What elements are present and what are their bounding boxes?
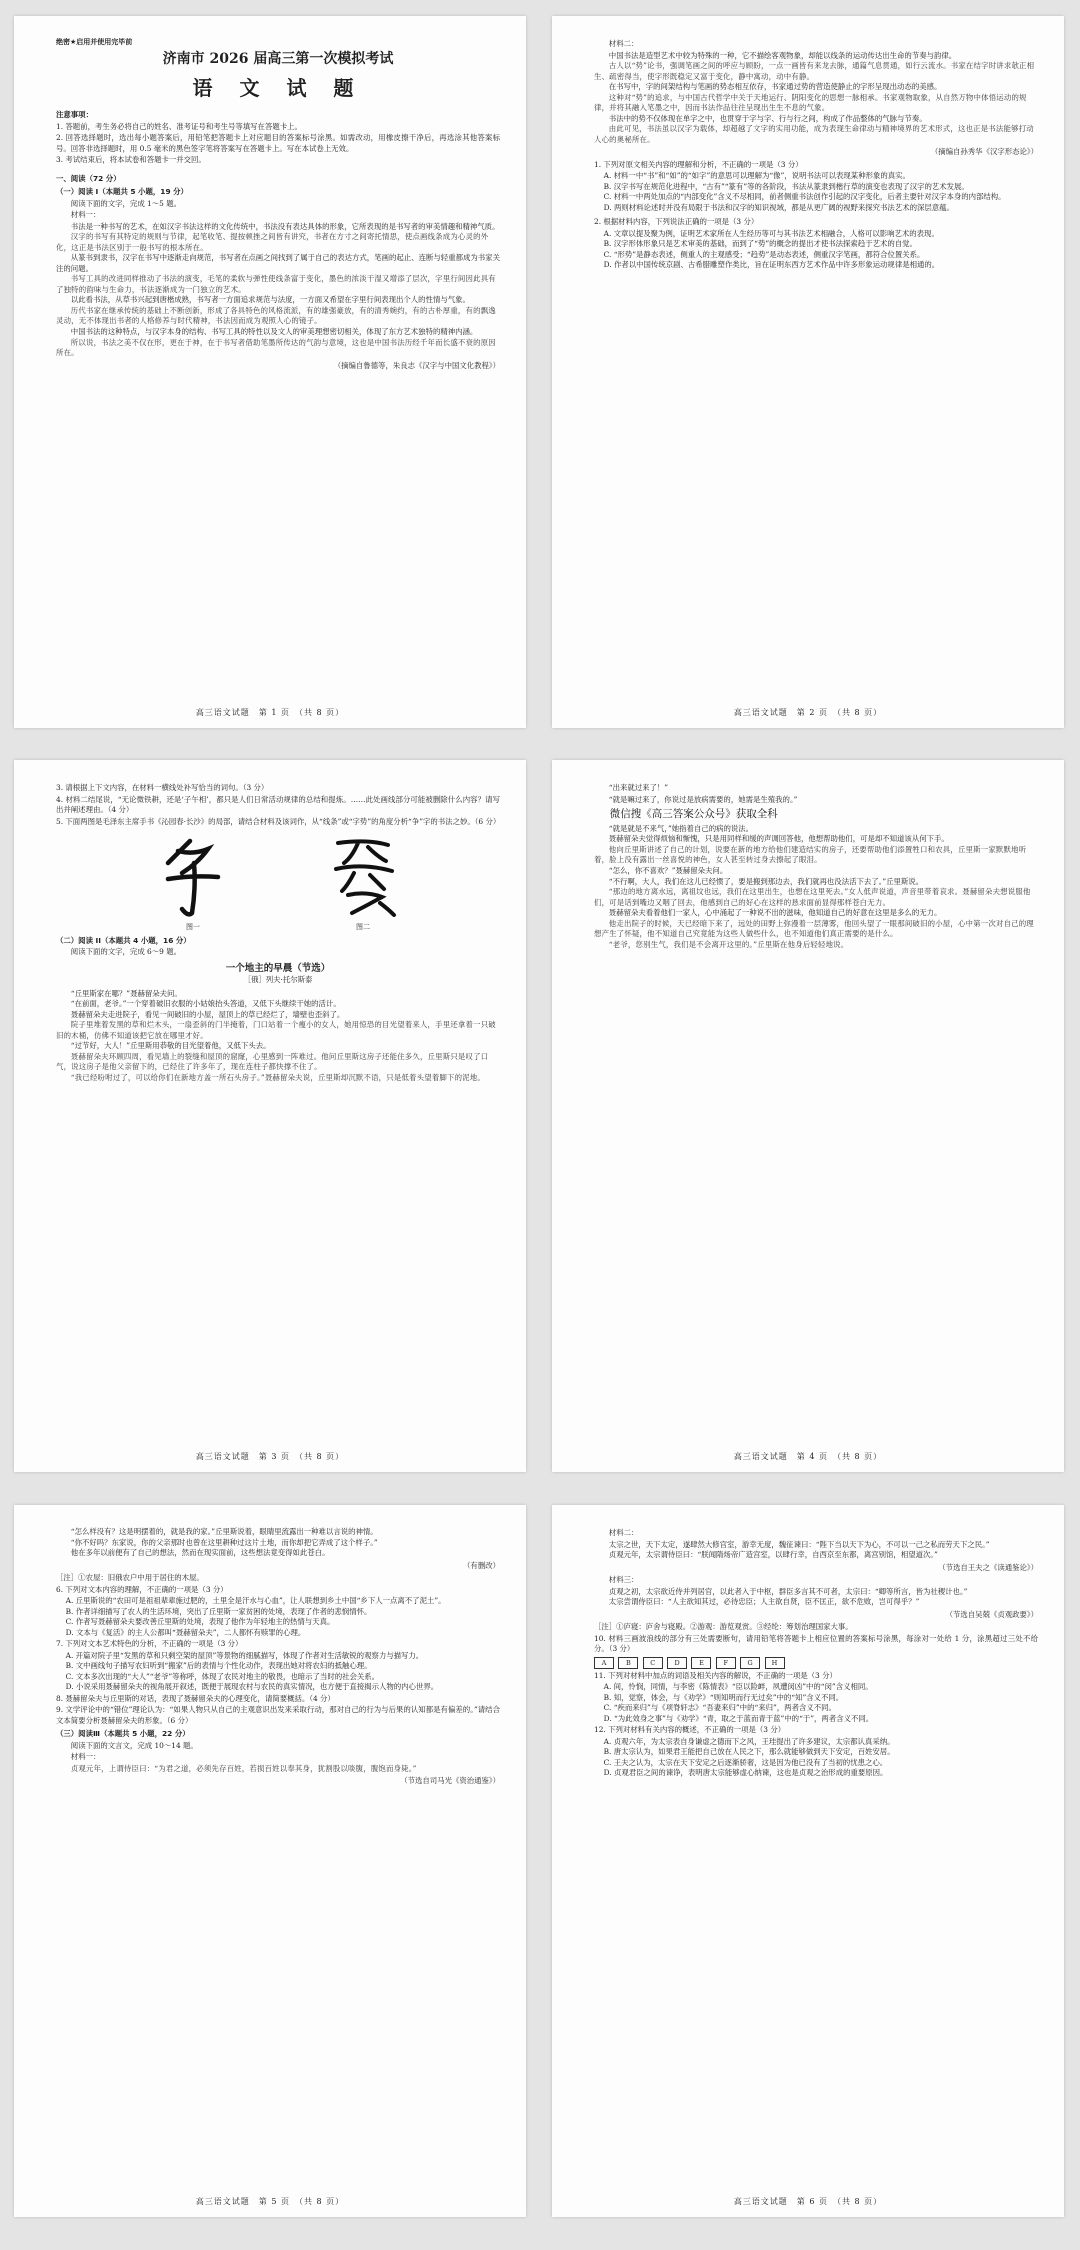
option: A. 文章以提及聚为例，证明艺术家所在人生经历等可与其书法艺术相融合，人格可以影响艺术的表现。 xyxy=(603,228,939,238)
calligraphy-figure-1 xyxy=(138,833,248,919)
material-label: 材料三： xyxy=(608,1575,639,1585)
instruction: 阅读下面的文字，完成 6～9 题。 xyxy=(70,947,181,957)
option: C. 文本多次出现的“大人”“老爷”等称呼，体现了农民对地主的敬畏，也暗示了当时的社会关系。 xyxy=(65,1671,380,1681)
notice-item: 3. 考试结束后，将本试卷和答题卡一并交回。 xyxy=(56,155,206,165)
paragraph: 聂赫留朵夫看着他们一家人，心中涌起了一种说不出的滋味，他知道自己的好意在这里是多么的无力。 xyxy=(608,908,942,918)
paragraph-continuation: 聂赫留朵夫环顾四周，看见墙上的裂缝和屋顶的窟窿，心里感到一阵难过。他问丘里斯这房子还能住多久，丘里斯只是叹了口气，说这房子是他父亲留下的，已经住了许多年了，现在连柱子都快撑不住了。 xyxy=(56,1051,489,1072)
source-note: （有删改） xyxy=(463,1560,500,1570)
question-1: 1. 下列对原文相关内容的理解和分析，不正确的一项是（3 分） xyxy=(594,159,803,169)
paragraph: 聂赫留朵夫走进院子，看见一间破旧的小屋，屋顶上的草已经烂了，墙壁也歪斜了。 xyxy=(70,1009,345,1019)
option: B. 知，觉察，体会，与《劝学》“则知明而行无过矣”中的“知”含义不同。 xyxy=(603,1692,844,1702)
question-4: 4. 材料二结尾说，“无论微铁耕，还是‘子午相’，都只是人们日常活动规律的总结和提炼。……此处画线部分可能被删除什么内容？请写出并阐述理由。（4 分） xyxy=(56,794,500,815)
paragraph: “怎么，你不喜欢？”聂赫留朵夫问。 xyxy=(608,866,728,875)
exam-page-1 xyxy=(14,16,526,728)
paragraph: “在前面，老爷。”一个穿着破旧衣服的小姑娘抬头答道，又低下头继续干她的活计。 xyxy=(70,999,341,1009)
option: A. 开篇对院子里“发黑的草和只剩空架的屋顶”等景物的细腻描写，体现了作者对生活敏锐的观察力与描写力。 xyxy=(65,1650,424,1660)
source-note: （摘编自鲁德等，朱良志《汉字与中国文化教程》） xyxy=(333,360,500,370)
paragraph: 书法中的势不仅体现在单字之中，也贯穿于字与字、行与行之间，构成了作品整体的气脉与节奏。 xyxy=(608,113,927,123)
question-6: 6. 下列对文本内容的理解，不正确的一项是（3 分） xyxy=(56,1584,228,1594)
option: A. 贞观六年，为太宗表自身谦虚之德而下之风，王珪提出了许多建议，太宗都认真采纳。 xyxy=(603,1736,895,1746)
paragraph: 中国书法是造型艺术中较为特殊的一种，它不描绘客观物象，却能以线条的运动传达出生命的节奏与韵律。 xyxy=(608,50,957,60)
classical-text: 贞观元年，上谓侍臣曰：“为君之道，必须先存百姓，若损百姓以奉其身，犹割股以啖腹，腹饱而身毙。” xyxy=(70,1763,417,1773)
option: A. 间，怜悯，同情，与李密《陈情表》“臣以险衅，夙遭闵凶”中的“闵”含义相同。 xyxy=(603,1682,873,1692)
section-heading: 一、阅读（72 分） xyxy=(56,173,121,183)
classical-text: 太宗尝谓侍臣曰：“人主欲知其过，必待忠臣；人主欲自贤，臣不匡正，欲不危败，岂可得乎？” xyxy=(608,1597,920,1607)
page-footer: 高三语文试题 第 2 页 （共 8 页） xyxy=(733,707,883,717)
paragraph-continuation: 这种对“势”的追求，与中国古代哲学中关于天地运行、阴阳变化的思想一脉相承。书家观物取象，从自然万物中体悟运动的规律，并将其融入笔墨之中，因而书法作品往往呈现出生生不息的气象。 xyxy=(594,92,1027,113)
paragraph: 中国书法的这种特点，与汉字本身的结构、书写工具的特性以及文人的审美理想密切相关，体现了东方艺术独特的精神内涵。 xyxy=(70,327,478,336)
answer-box[interactable]: B xyxy=(618,1657,638,1669)
paragraph: 聂赫留朵夫觉得烦恼和惭愧，只是用同样和缓的声调回答他，他想帮助他们，可是却不知道该从何下手。 xyxy=(608,834,949,844)
source-note: （节选自王夫之《读通鉴论》） xyxy=(938,1562,1038,1572)
option: B. 作者详细描写了农人的生活环境，突出了丘里斯一家贫困的处境，表现了作者的悲悯情怀。 xyxy=(65,1606,372,1616)
question-7: 7. 下列对文本艺术特色的分析，不正确的一项是（3 分） xyxy=(56,1639,243,1649)
option: D. “为此效身之事”与《劝学》“青，取之于蓝而青于蓝”中的“于”，两者含义不同。 xyxy=(603,1713,874,1723)
paragraph: 以此看书法，从草书兴起到唐楷成熟，书写者一方面追求规范与法度，一方面又希望在字里行间表现出个人的性情与气象。 xyxy=(70,295,470,305)
option: D. 贞观君臣之间的谏诤，表明唐太宗能够虚心纳谏，这也是贞观之治形成的重要原因。 xyxy=(603,1768,888,1778)
paragraph-continuation: 汉字的书写有其特定的规则与节律，起笔收笔、提按顿挫之间皆有讲究，书者在方寸之间寄托情思，使点画线条成为心灵的外化，这正是书法区别于一般书写的根本所在。 xyxy=(56,232,489,252)
option: D. 两则材料论述时并没有局限于书法和汉字的知识视域，都是从更广阔的视野来探究书法艺术的深层意蕴。 xyxy=(603,202,954,212)
material-label: 材料二： xyxy=(608,39,639,48)
paragraph-continuation: 所以说，书法之美不仅在形，更在于神，在于书写者借助笔墨所传达的气韵与意境，这也是中国书法历经千年而长盛不衰的原因所在。 xyxy=(56,337,496,358)
option: B. 汉字形体形象只是艺术审美的基础，而到了“势”的概念的提出才使书法探索趋于艺术的自觉。 xyxy=(603,239,917,249)
footnote: ［注］①农屋：旧俄农户中用于居住的木屋。 xyxy=(56,1573,204,1583)
paragraph: 他在多年以前便有了自己的想法，然而在现实面前，这些想法竟变得如此苍白。 xyxy=(70,1548,330,1558)
exam-page-4 xyxy=(552,760,1064,1472)
question-11: 11. 下列对材料中加点的词语及相关内容的解说，不正确的一项是（3 分） xyxy=(594,1670,837,1680)
classical-text: 太宗之世，天下太定，遂肆然大修宫室，游幸无度，魏征谏曰：“陛下当以天下为心，不可以一己之私而劳天下之民。” xyxy=(608,1539,990,1549)
answer-box[interactable]: F xyxy=(716,1657,736,1669)
subject-title: 语 文 试 题 xyxy=(192,75,364,100)
paragraph-continuation: “老爷，您别生气，我们是不会离开这里的。”丘里斯在他身后轻轻地说。 xyxy=(608,939,849,949)
notice-item: 2. 回答选择题时，选出每小题答案后，用铅笔把答题卡上对应题目的答案标号涂黑。如需改动，用橡皮擦干净后，再选涂其他答案标号。回答非选择题时，用 0.5 毫米的黑色签字笔将答案写在答题卡上。写在本试卷上无效。 xyxy=(56,133,500,153)
paragraph-continuation: 书写工具的改进同样推动了书法的演变，毛笔的柔软与弹性使线条富于变化，墨色的浓淡干湿又增添了层次，字里行间因此具有了独特的韵味与生命力，书法逐渐成为一门独立的艺术。 xyxy=(56,274,496,294)
question-9: 9. 文学评论中的“错位”理论认为：“如果人物只从自己的主观意识出发来采取行动，那对自己的行为与后果的认知都是有偏差的。”请结合文本简要分析聂赫留朵夫的形象。（6 分） xyxy=(56,1705,500,1725)
material-label: 材料二： xyxy=(608,1528,639,1537)
answer-box[interactable]: C xyxy=(643,1657,663,1669)
source-note: （摘编自孙秀华《汉字形态论》） xyxy=(930,147,1038,157)
option: B. 唐太宗认为，如果君王能把自己放在人民之下，那么就能够做到天下安定，百姓安居。 xyxy=(603,1747,895,1757)
classical-text: 贞观元年，太宗谓侍臣曰：“朕闻隋炀帝广造宫室，以肆行幸，自西京至东都，离宫别馆，相望道次。” xyxy=(608,1550,938,1560)
instruction: 阅读下面的文言文，完成 10～14 题。 xyxy=(70,1740,198,1750)
question-2: 2. 根据材料内容，下列说法正确的一项是（3 分） xyxy=(594,217,759,227)
answer-box-row xyxy=(594,1657,1038,1669)
classical-text: 贞观之初，太宗欲近侍并列居官，以此者入于中枢，群臣多言其不可者，太宗曰：“卿等所言，皆为社稷计也。” xyxy=(608,1586,968,1596)
option: A. 丘里斯说的“农田可是祖祖辈辈施过肥的，土里全是汗水与心血”，让人联想到乡土中国“乡下人一点离不了泥土”。 xyxy=(65,1596,446,1606)
source-note: （节选自司马光《资治通鉴》） xyxy=(400,1776,500,1786)
subsection-heading: （二）阅读 II（本题共 4 小题，16 分） xyxy=(56,935,191,945)
watermark-text: 微信搜《高三答案公众号》获取全科 xyxy=(609,808,778,821)
story-title: 一个地主的早晨（节选） xyxy=(225,962,331,974)
question-10: 10. 材料三画波浪线的部分有三处需要断句，请用铅笔将答题卡上相应位置的答案标号涂黑，每涂对一处给 1 分，涂黑超过三处不给分。（3 分） xyxy=(594,1633,1038,1654)
subsection-heading: （三）阅读Ⅲ（本题共 5 小题，22 分） xyxy=(56,1729,190,1739)
paragraph: “不行啊，大人，我们在这儿已经惯了，要是搬到那边去，我们就再也没法活下去了。”丘里斯说。 xyxy=(608,876,924,886)
question-12: 12. 下列对材料有关内容的概述，不正确的一项是（3 分） xyxy=(594,1725,786,1735)
answer-box[interactable]: D xyxy=(667,1657,687,1669)
question-8: 8. 聂赫留朵夫与丘里斯的对话，表现了聂赫留朵夫的心理变化，请简要概括。（4 分） xyxy=(56,1693,335,1703)
notice-heading: 注意事项： xyxy=(56,110,93,120)
option: A. 材料一中“书”和“如”的“如字”的意思可以理解为“像”，说明书法可以表现某种形象的真实。 xyxy=(603,171,910,181)
page-footer: 高三语文试题 第 5 页 （共 8 页） xyxy=(195,2196,345,2206)
answer-box[interactable]: H xyxy=(765,1657,785,1669)
paragraph-continuation: 古人以“势”论书，强调笔画之间的呼应与顾盼，一点一画皆有来龙去脉，通篇气息贯通，如行云流水。书家在结字时讲求欹正相生、疏密得当，使字形既稳定又富于变化，静中寓动，动中有静。 xyxy=(594,61,1035,81)
paragraph-continuation: 他向丘里斯讲述了自己的计划，说要在新的地方给他们建造结实的房子，还要帮助他们添置牲口和农具，丘里斯一家默默地听着，脸上没有露出一丝喜悦的神色，女人甚至转过身去擦起了眼泪。 xyxy=(594,844,1027,865)
page-footer: 高三语文试题 第 1 页 （共 8 页） xyxy=(195,707,345,717)
notice-item: 1. 答题前，考生务必将自己的姓名、准考证号和考生号等填写在答题卡上。 xyxy=(56,121,302,131)
page-footer: 高三语文试题 第 6 页 （共 8 页） xyxy=(733,2196,883,2206)
option: C. “疾而来归”与《项脊轩志》“吾妻来归”中的“来归”，两者含义不同。 xyxy=(603,1703,836,1713)
question-3: 3. 请根据上下文内容，在材料一横线处补写恰当的词句。（3 分） xyxy=(56,783,269,792)
material-label: 材料一： xyxy=(70,210,101,220)
paragraph-continuation: 他走出院子的时候，天已经暗下来了，远处的田野上弥漫着一层薄雾，他回头望了一眼那间破旧的小屋，心中第一次对自己的理想产生了怀疑，他不知道自己究竟能为这些人做些什么，也不知道他们真正需要的是什么。 xyxy=(594,918,1034,939)
dialogue-line: “出来就过来了！” xyxy=(608,783,669,792)
paragraph: “你不好吗？东家说，你的父亲那时也曾在这里耕种过这片土地，而你却把它弄成了这个样子。” xyxy=(70,1537,378,1547)
paragraph-continuation: 历代书家在继承传统的基础上不断创新，形成了各具特色的风格流派，有的雄强豪放，有的清秀婉约，有的古朴厚重，有的飘逸灵动，无不体现出书者的人格修养与时代精神，书法因而成为观照人心的镜子。 xyxy=(56,305,496,326)
confidential-mark: 绝密★启用并使用完毕前 xyxy=(56,38,133,46)
exam-page-3 xyxy=(14,760,526,1472)
dialogue-line: “就是嘛过来了，你说过是放病需要的，她需是生殖我的。” xyxy=(608,794,798,804)
option: D. 作者以中国传统京剧、古希腊雕塑作类比，旨在证明东西方艺术作品中许多形象运动规律是相通的。 xyxy=(603,260,940,270)
paragraph: “过节好，大人！”丘里斯用恭敬的目光望着他，又低下头去。 xyxy=(70,1041,271,1051)
exam-title: 济南市 2026 届高三第一次模拟考试 xyxy=(162,50,394,67)
figure-caption: 图一 xyxy=(186,922,200,931)
paragraph: 在书写中，字的间架结构与笔画的势态相互依存，书家通过势的营造使静止的字形呈现出动态的美感。 xyxy=(608,82,942,92)
option: D. 小说采用聂赫留朵夫的视角展开叙述，既便于展现农村与农民的真实情况，也方便于直接揭示人物的内心世界。 xyxy=(65,1682,439,1692)
page-footer: 高三语文试题 第 4 页 （共 8 页） xyxy=(733,1451,883,1461)
option: C. 作者写聂赫留朵夫要改善丘里斯的处境，表现了他作为年轻地主的热情与天真。 xyxy=(65,1617,335,1627)
question-5: 5. 下面两图是毛泽东主席手书《沁园春·长沙》的局部，请结合材料及该词作，从“线条”或“字势”的角度分析“争”字的书法之妙。（6 分） xyxy=(56,816,500,826)
option: B. 文中画线句子描写农妇听到“搬家”后的表情与个性化动作，表现出她对将农妇的抵触心理。 xyxy=(65,1661,372,1671)
story-author: ［俄］列夫·托尔斯泰 xyxy=(243,975,313,985)
material-label: 材料一： xyxy=(70,1752,101,1762)
paragraph-continuation: 由此可见，书法虽以汉字为载体，却超越了文字的实用功能，成为表现生命律动与精神境界的艺术形式，这也正是书法能够打动人心的奥秘所在。 xyxy=(594,124,1034,144)
calligraphy-figure-2 xyxy=(308,833,418,919)
paragraph: 从篆书到隶书，汉字在书写中逐渐走向规范，书写者在点画之间找到了属于自己的表达方式，笔画的起止、连断与轻重都成为书家关注的问题。 xyxy=(56,253,500,273)
paragraph-continuation: “那边的地方离水远，离祖坟也远，我们在这里出生，也想在这里死去。”女人低声说道，声音里带着哀求。聂赫留朵夫想说服他们，可是话到嘴边又咽了回去，他感到自己的好心在这样的恳求面前显得那样苍白无力。 xyxy=(594,887,1031,907)
footnote: ［注］①庐寝：庐舍与寝殿。②游观：游览观赏。③经纶：筹划治理国家大事。 xyxy=(594,1622,853,1632)
option: D. 文本与《复活》的主人公都叫“聂赫留朵夫”，二人都怀有赎罪的心理。 xyxy=(65,1627,306,1637)
option: C. 王夫之认为，太宗在天下安定之后逐渐骄奢，这是因为他已没有了当初的忧患之心。 xyxy=(603,1757,888,1767)
paragraph-continuation: 院子里堆着发黑的草和烂木头，一扇歪斜的门半掩着，门口站着一个瘦小的女人，她用惊恐的目光望着来人，手里还拿着一只破旧的木桶，仿佛不知道该把它放在哪里才好。 xyxy=(56,1020,496,1040)
figure-caption: 图二 xyxy=(356,922,370,931)
source-note: （节选自吴兢《贞观政要》） xyxy=(945,1609,1038,1619)
option: B. 汉字书写在规范化进程中，“古有”“篆有”等的各阶段，书法从篆隶到楷行草的演变也表现了汉字的艺术发展。 xyxy=(603,181,969,191)
paragraph: “怎么样没有？这是明摆着的，就是我的家。”丘里斯说着，眼睛里流露出一种难以言说的神情。 xyxy=(70,1527,378,1536)
calligraphy-figures xyxy=(56,833,500,932)
answer-box[interactable]: E xyxy=(691,1657,711,1669)
paragraph: 书法是一种书写的艺术，在如汉字书法这样的文化传统中，书法没有表达具体的形象，它所表现的是书写者的审美情趣和精神气质。 xyxy=(70,221,500,231)
option: C. 材料一中两处加点的“内部变化”含义不尽相同，前者侧重书法创作引起的汉字变化，后者主要针对汉字本身的内部结构。 xyxy=(603,192,1006,202)
page-footer: 高三语文试题 第 3 页 （共 8 页） xyxy=(195,1451,345,1461)
exam-page-6 xyxy=(552,1505,1064,2217)
paragraph-continuation: “我已经吩咐过了，可以给你们在新地方盖一所石头房子。”聂赫留朵夫说，丘里斯却沉默不语，只是低着头望着脚下的泥地。 xyxy=(70,1072,485,1082)
exam-page-2 xyxy=(552,16,1064,728)
subsection-heading: （一）阅读 I（本题共 5 小题，19 分） xyxy=(56,187,188,197)
exam-page-5 xyxy=(14,1505,526,2217)
instruction: 阅读下面的文字，完成 1～5 题。 xyxy=(70,198,181,208)
option: C. “形势”是静态表述，侧重人的主观感受；“趋势”是动态表述，侧重汉字笔画，都符合位置关系。 xyxy=(603,249,925,259)
answer-box[interactable]: A xyxy=(594,1657,614,1669)
paragraph: “就是就是不来气，”她指着自己的病的说法。 xyxy=(608,823,754,833)
answer-box[interactable]: G xyxy=(740,1657,760,1669)
paragraph: “丘里斯家在哪？”聂赫留朵夫问。 xyxy=(70,988,182,998)
